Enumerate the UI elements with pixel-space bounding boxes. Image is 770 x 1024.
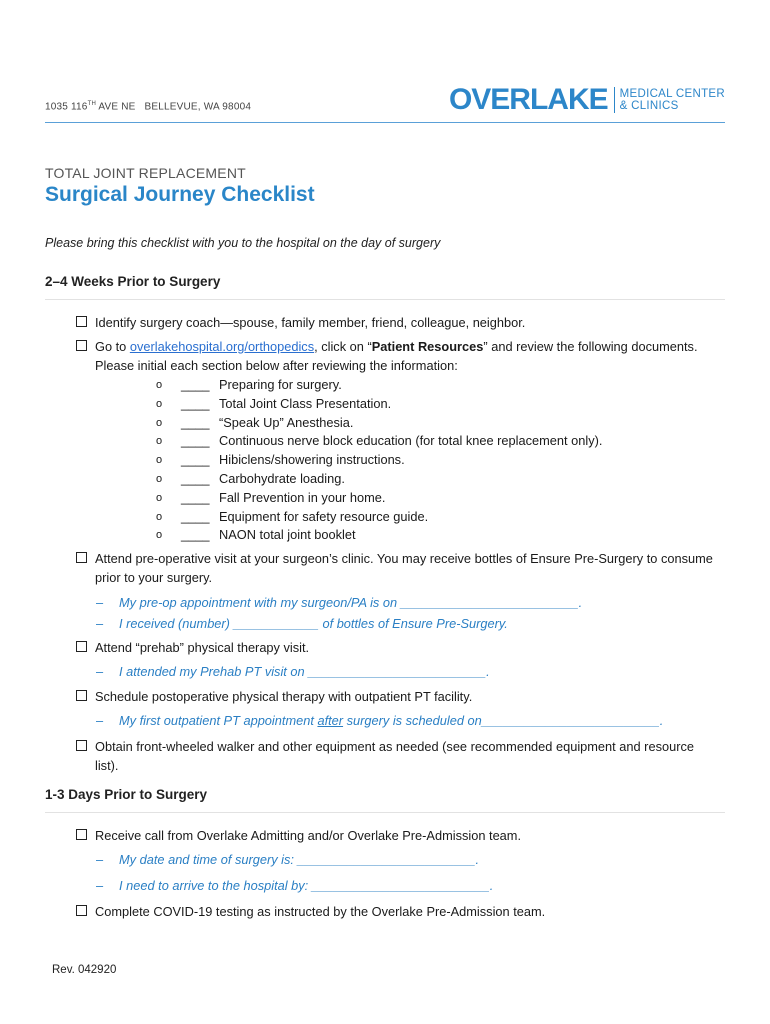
logo-subtitle: MEDICAL CENTER & CLINICS [619,88,725,112]
section-divider [45,299,725,300]
sub-item: o ____ Equipment for safety resource guide. [156,508,429,524]
intro-text: Please bring this checklist with you to the hospital on the day of surgery [45,236,441,250]
logo-divider [614,87,615,113]
address: 1035 116TH AVE NE BELLEVUE, WA 98004 [45,101,252,113]
checkbox[interactable] [76,340,87,351]
sub-item: o ____ Total Joint Class Presentation. [156,395,392,411]
checklist-item-outpatient-pt: Schedule postoperative physical therapy with outpatient PT facility. [76,687,716,706]
orthopedics-link[interactable]: overlakehospital.org/orthopedics [129,339,315,354]
letterhead [45,84,725,123]
note-ensure-bottles: – I received (number) ____________ of bottles of Ensure Pre-Surgery. [96,616,508,631]
sub-item: o ____ Hibiclens/showering instructions. [156,452,405,468]
note-surgery-time: – My date and time of surgery is: _________________________. [96,852,479,867]
checkbox[interactable] [76,316,87,327]
document-kicker: TOTAL JOINT REPLACEMENT [45,165,246,181]
document-title: Surgical Journey Checklist [45,183,315,206]
sub-item: o ____ Continuous nerve block education (for total knee replacement only). [156,433,603,449]
sub-item: o ____ “Speak Up” Anesthesia. [156,414,354,430]
checklist-item-covid-test: Complete COVID-19 testing as instructed by the Overlake Pre-Admission team. [76,902,716,921]
sub-item: o ____ Preparing for surgery. [156,377,342,392]
revision-label: Rev. 042920 [52,964,117,976]
note-preop-appointment: – My pre-op appointment with my surgeon/PA is on _________________________. [96,595,583,610]
checkbox[interactable] [76,740,87,751]
checkbox[interactable] [76,905,87,916]
checkbox[interactable] [76,829,87,840]
checkbox[interactable] [76,552,87,563]
logo-wordmark: OVERLAKE [448,83,608,116]
checkbox[interactable] [76,641,87,652]
sub-item: o ____ Fall Prevention in your home. [156,489,386,505]
checklist-item-coach: Identify surgery coach—spouse, family member, friend, colleague, neighbor. [76,313,716,332]
section-heading-days: 1-3 Days Prior to Surgery [45,787,208,802]
note-arrival-time: – I need to arrive to the hospital by: _________________________. [96,878,494,893]
checklist-item-preop: Attend pre-operative visit at your surgeon’s clinic. You may receive bottles of Ensure Pre-Surgery to consume prior to your surgery. [76,549,716,587]
checkbox[interactable] [76,690,87,701]
checklist-item-documents: Go to overlakehospital.org/orthopedics, click on “Patient Resources” and review the following documents. Please initial each section below after reviewing the information: [76,337,716,375]
note-outpatient-pt: – My first outpatient PT appointment after surgery is scheduled on_________________________. [96,713,664,728]
section-divider [45,812,725,813]
document-review-list [156,376,602,545]
checklist-item-walker: Obtain front-wheeled walker and other equipment as needed (see recommended equipment and resource list). [76,737,716,775]
section-heading-weeks: 2–4 Weeks Prior to Surgery [45,274,221,289]
checklist-item-prehab: Attend “prehab” physical therapy visit. [76,638,716,657]
note-prehab-visit: – I attended my Prehab PT visit on _________________________. [96,664,490,679]
overlake-logo [449,84,725,116]
sub-item: o ____ Carbohydrate loading. [156,470,345,486]
checklist-item-admitting-call: Receive call from Overlake Admitting and/or Overlake Pre-Admission team. [76,826,716,845]
sub-item: o ____ NAON total joint booklet [156,527,356,543]
